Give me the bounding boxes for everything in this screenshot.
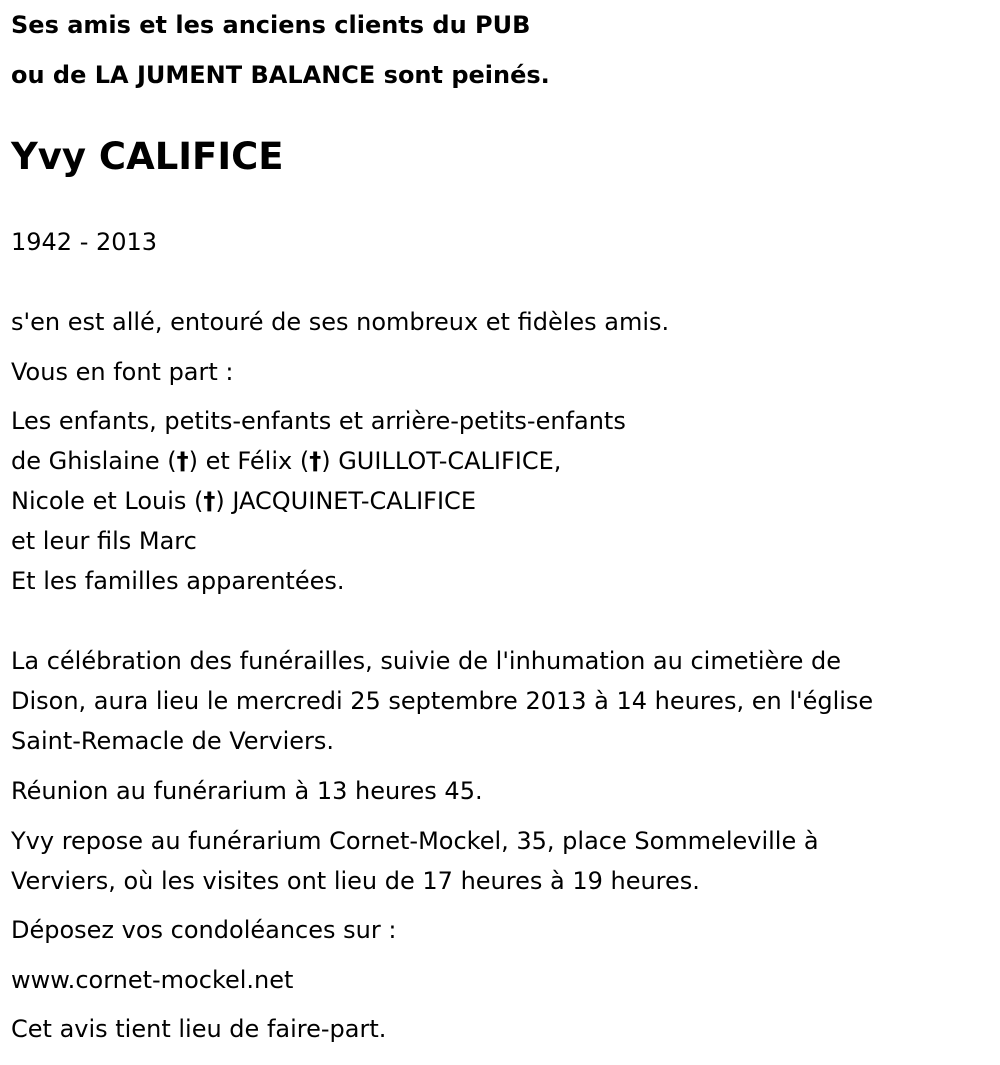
- life-years: 1942 - 2013: [11, 228, 158, 256]
- cross-icon: †: [309, 447, 322, 475]
- family-line-1: Les enfants, petits-enfants et arrière-petits-enfants: [11, 407, 626, 435]
- closing-text: Cet avis tient lieu de faire-part.: [11, 1015, 387, 1043]
- cross-icon: †: [203, 487, 216, 515]
- cross-icon: †: [176, 447, 189, 475]
- family-line-4: et leur fils Marc: [11, 527, 197, 555]
- deceased-name: Yvy CALIFICE: [11, 135, 284, 178]
- ceremony-line-1: La célébration des funérailles, suivie de l'inhumation au cimetière de: [11, 647, 842, 675]
- reunion-text: Réunion au funérarium à 13 heures 45.: [11, 777, 483, 805]
- ceremony-line-2: Dison, aura lieu le mercredi 25 septembre 2013 à 14 heures, en l'église: [11, 687, 874, 715]
- condolences-url: www.cornet-mockel.net: [11, 966, 294, 994]
- header-line-1: Ses amis et les anciens clients du PUB: [11, 11, 531, 39]
- condolences-label: Déposez vos condoléances sur :: [11, 916, 397, 944]
- visits-line-2: Verviers, où les visites ont lieu de 17 heures à 19 heures.: [11, 867, 700, 895]
- family-line-5: Et les familles apparentées.: [11, 567, 345, 595]
- header-line-2: ou de LA JUMENT BALANCE sont peinés.: [11, 61, 550, 89]
- announce-text: Vous en font part :: [11, 358, 234, 386]
- visits-line-1: Yvy repose au funérarium Cornet-Mockel, 35, place Sommeleville à: [11, 827, 819, 855]
- family-line-2: de Ghislaine (†) et Félix (†) GUILLOT-CALIFICE,: [11, 447, 562, 475]
- family-line-3: Nicole et Louis (†) JACQUINET-CALIFICE: [11, 487, 476, 515]
- intro-text: s'en est allé, entouré de ses nombreux et fidèles amis.: [11, 308, 670, 336]
- ceremony-line-3: Saint-Remacle de Verviers.: [11, 727, 335, 755]
